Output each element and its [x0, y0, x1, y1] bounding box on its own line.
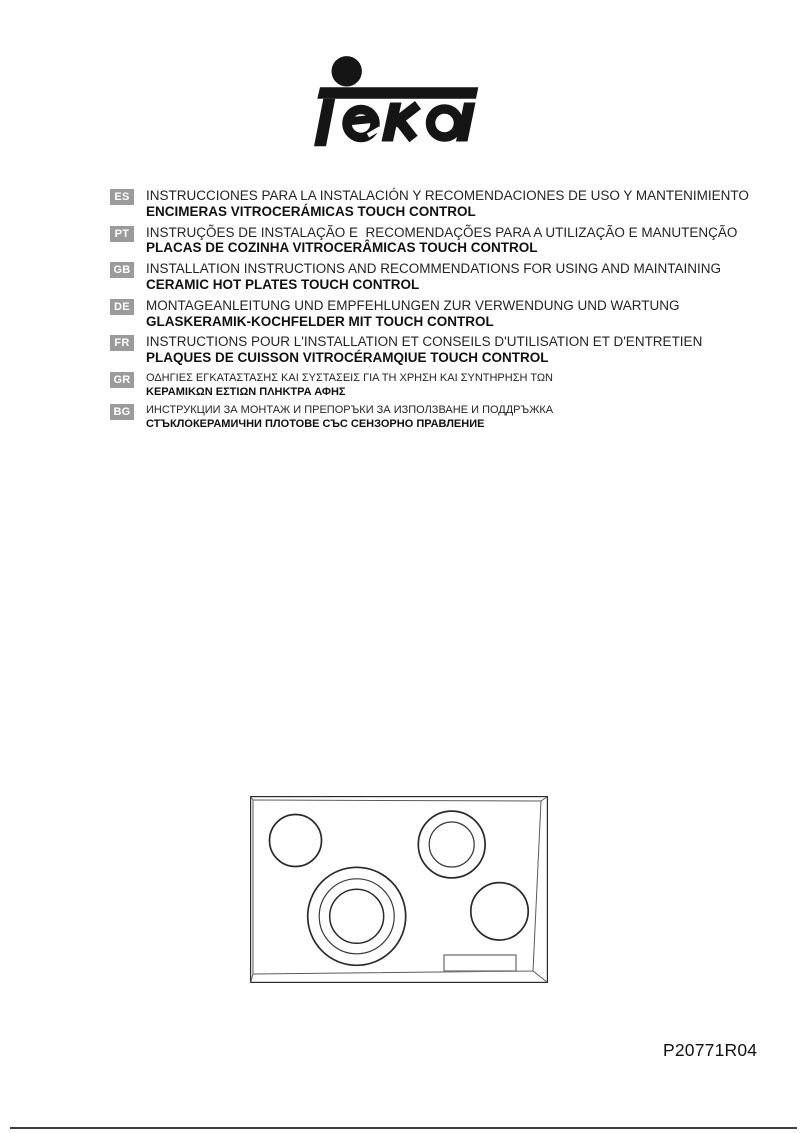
language-row-es — [110, 188, 780, 220]
language-text-fr — [146, 334, 780, 366]
language-subtitle-line: СТЪКЛОКЕРАМИЧНИ ПЛОТОВЕ СЪС СЕНЗОРНО ПРАВЛЕНИЕ — [146, 417, 485, 430]
logo-e-bar — [347, 119, 376, 122]
language-badge-es: ES — [110, 189, 134, 205]
cooktop-diagram — [250, 796, 548, 983]
language-title-line: INSTALLATION INSTRUCTIONS AND RECOMMENDATIONS FOR USING AND MAINTAINING — [146, 261, 722, 277]
language-title-line: INSTRUCCIONES PARA LA INSTALACIÓN Y RECOMENDACIONES DE USO Y MANTENIMIENTO — [146, 188, 749, 203]
logo-t-bar — [317, 87, 478, 98]
language-title-line: ΟΔΗΓΙΕΣ ΕΓΚΑΤΑΣΤΑΣΗΣ ΚΑΙ ΣΥΣΤΑΣΕΙΣ ΓΙΑ ΤΗ ΧΡΗΣΗ ΚΑΙ ΣΥΝΤΗΡΗΣΗ ΤΩΝ — [146, 371, 554, 384]
language-subtitle-line: ΚΕΡΑΜΙΚΩΝ ΕΣΤΙΩΝ ΠΛΗΚΤΡΑ ΑΦΗΣ — [146, 385, 346, 398]
language-row-gb — [110, 261, 780, 293]
language-text-pt — [146, 225, 780, 257]
logo-a-bowl — [431, 109, 459, 137]
language-text-es — [146, 188, 780, 220]
language-badge-fr: FR — [110, 335, 134, 351]
language-subtitle-line: GLASKERAMIK-KOCHFELDER MIT TOUCH CONTROL — [146, 313, 494, 329]
language-badge-bg: BG — [110, 404, 134, 420]
language-badge-pt: PT — [110, 226, 134, 242]
language-title-line: INSTRUÇÕES DE INSTALAÇÃO E RECOMENDAÇÕES PARA A UTILIZAÇÃO E MANUTENÇÃO — [146, 224, 738, 240]
footer-rule — [10, 1127, 797, 1129]
language-text-bg — [146, 403, 780, 431]
cooktop-drawing — [250, 796, 548, 983]
language-text-gb — [146, 261, 780, 293]
language-list — [110, 188, 780, 435]
language-text-gr — [146, 371, 780, 399]
language-row-de — [110, 298, 780, 330]
language-row-bg — [110, 403, 780, 431]
language-badge-gb: GB — [110, 262, 134, 278]
language-title-line: MONTAGEANLEITUNG UND EMPFEHLUNGEN ZUR VERWENDUNG UND WARTUNG — [146, 297, 680, 313]
teka-logo-drawing — [0, 0, 802, 160]
language-row-pt — [110, 225, 780, 257]
language-row-fr — [110, 334, 780, 366]
language-subtitle-line: ENCIMERAS VITROCERÁMICAS TOUCH CONTROL — [146, 203, 476, 219]
language-row-gr — [110, 371, 780, 399]
language-title-line: ИНСТРУКЦИИ ЗА МОНТАЖ И ПРЕПОРЪКИ ЗА ИЗПОЛЗВАНЕ И ПОДДРЪЖКА — [146, 403, 554, 416]
language-badge-de: DE — [110, 299, 134, 315]
logo-k-lower-leg — [398, 119, 414, 139]
teka-logo — [0, 0, 802, 160]
language-subtitle-line: PLACAS DE COZINHA VITROCERÂMICAS TOUCH CONTROL — [146, 240, 538, 256]
language-title-line: INSTRUCTIONS POUR L'INSTALLATION ET CONSEILS D'UTILISATION ET D'ENTRETIEN — [146, 334, 703, 350]
language-badge-gr: GR — [110, 372, 134, 388]
logo-t-stem — [314, 99, 335, 147]
language-text-de — [146, 298, 780, 330]
language-subtitle-line: PLAQUES DE CUISSON VITROCÉRAMQIUE TOUCH CONTROL — [146, 350, 549, 366]
logo-dot — [332, 56, 362, 86]
language-subtitle-line: CERAMIC HOT PLATES TOUCH CONTROL — [146, 276, 420, 292]
document-code: P20771R04 — [663, 1040, 758, 1060]
